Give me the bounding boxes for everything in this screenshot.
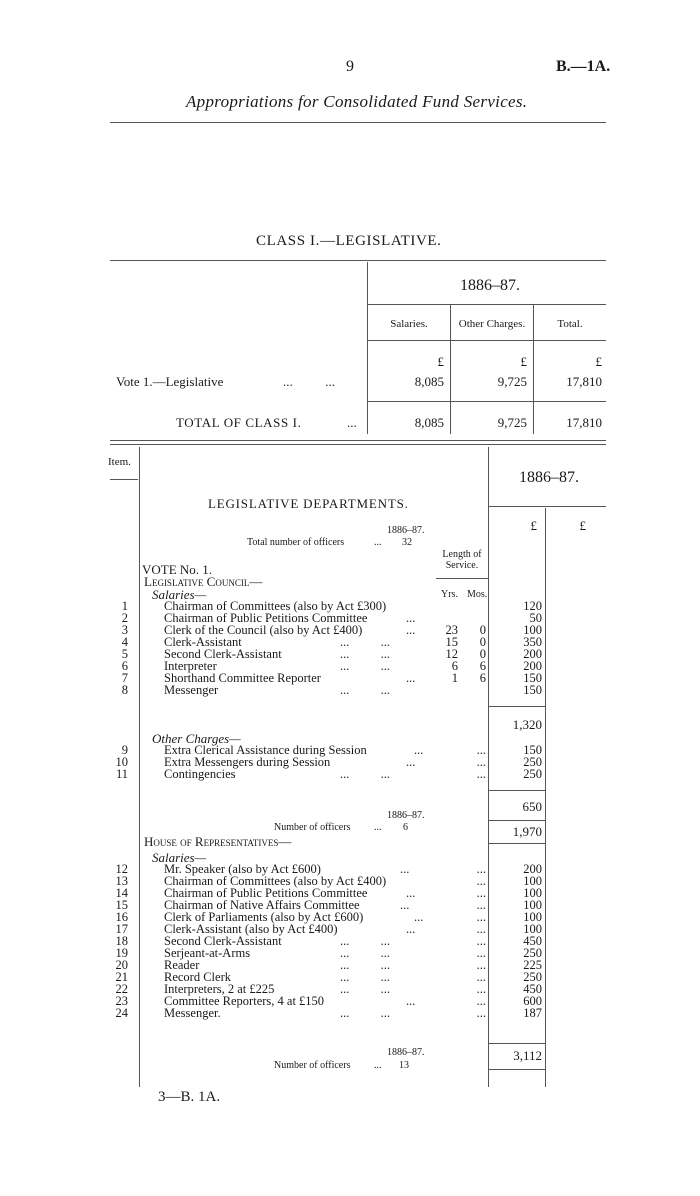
item-label: Reader <box>164 958 200 972</box>
item-length: ... <box>476 910 486 924</box>
total-class-dots: ... <box>347 415 357 430</box>
currency-total: £ <box>595 354 602 369</box>
length-of-service-header: Length of Service. <box>442 549 482 571</box>
item-dots: ... ... <box>340 659 390 673</box>
item-months: 0 <box>479 635 486 649</box>
item-years: 1 <box>451 671 458 685</box>
section-title: LEGISLATIVE DEPARTMENTS. <box>208 496 409 511</box>
house-subtotal-rule <box>489 1043 545 1044</box>
item-dots: ... <box>400 898 410 912</box>
item-years: 12 <box>445 647 458 661</box>
item-number: 16 <box>115 910 128 924</box>
house-salaries-label: Salaries— <box>152 850 207 865</box>
item-amount: 200 <box>523 659 542 673</box>
class-table-divider <box>367 262 368 434</box>
page-title: Appropriations for Consolidated Fund Services. <box>186 92 528 111</box>
item-dots: ... ... <box>340 635 390 649</box>
item-length: ... <box>476 922 486 936</box>
item-dots: ... ... <box>340 958 390 972</box>
officers-2-dots: ... <box>374 822 382 833</box>
total-class-other: 9,725 <box>497 415 527 430</box>
officers-2-label: Number of officers <box>274 822 351 833</box>
item-months: 0 <box>479 623 486 637</box>
council-salaries-label: Salaries— <box>152 587 207 602</box>
item-length: ... <box>476 743 486 757</box>
item-label: Shorthand Committee Reporter <box>164 671 321 685</box>
item-label: Clerk of the Council (also by Act £400) <box>164 623 363 637</box>
item-amount: 600 <box>523 994 542 1008</box>
item-length: ... <box>476 755 486 769</box>
class-columns-rule <box>368 340 606 341</box>
item-amount: 150 <box>523 743 542 757</box>
house-heading: House of Representatives— <box>144 834 292 849</box>
item-dots: ... ... <box>340 683 390 697</box>
detail-currency-1: £ <box>530 518 537 533</box>
item-label: Clerk of Parliaments (also by Act £600) <box>164 910 364 924</box>
item-months: 6 <box>479 671 486 685</box>
item-amount: 450 <box>523 934 542 948</box>
item-number: 20 <box>115 958 128 972</box>
vote-row-label: Vote 1.—Legislative <box>116 374 224 389</box>
item-number: 9 <box>121 743 128 757</box>
item-number: 19 <box>115 946 128 960</box>
council-heading: Legislative Council— <box>144 574 263 589</box>
item-label: Clerk-Assistant (also by Act £400) <box>164 922 338 936</box>
item-dots: ... ... <box>340 970 390 984</box>
item-number: 4 <box>121 635 128 649</box>
item-label: Extra Clerical Assistance during Session <box>164 743 367 757</box>
item-amount: 150 <box>523 671 542 685</box>
item-label: Second Clerk-Assistant <box>164 934 282 948</box>
detail-currency-2: £ <box>579 518 586 533</box>
item-amount: 100 <box>523 623 542 637</box>
item-number: 18 <box>115 934 128 948</box>
item-dots: ... <box>406 611 416 625</box>
col-salaries-header: Salaries. <box>390 318 428 330</box>
list-item <box>0 1007 700 1020</box>
vote-label: VOTE No. 1. <box>142 562 213 577</box>
item-header: Item. <box>108 456 131 468</box>
item-dots: ... ... <box>340 647 390 661</box>
officers-1-year: 1886–87. <box>387 525 425 536</box>
item-dots: ... <box>406 755 416 769</box>
currency-other: £ <box>520 354 527 369</box>
col-other-header: Other Charges. <box>458 318 526 330</box>
item-number: 6 <box>121 659 128 673</box>
officers-3-label: Number of officers <box>274 1060 351 1071</box>
class-heading: CLASS I.—LEGISLATIVE. <box>256 233 442 249</box>
item-label: Extra Messengers during Session <box>164 755 331 769</box>
officers-2-count: 6 <box>403 822 408 833</box>
item-length: ... <box>476 958 486 972</box>
vote-row-total: 17,810 <box>566 374 602 389</box>
item-label: Chairman of Committees (also by Act £300) <box>164 599 387 613</box>
item-number: 2 <box>121 611 128 625</box>
item-amount: 450 <box>523 982 542 996</box>
length-header-rule <box>436 578 488 579</box>
item-amount: 250 <box>523 970 542 984</box>
house-subtotal-rule-bottom <box>489 1069 545 1070</box>
item-number: 3 <box>121 623 128 637</box>
class-table-top-rule <box>110 260 606 261</box>
item-months: 0 <box>479 647 486 661</box>
item-number: 14 <box>115 886 128 900</box>
yrs-header: Yrs. <box>441 589 458 600</box>
class-table-bottom-rule-1 <box>110 440 606 441</box>
item-label: Interpreter <box>164 659 217 673</box>
item-dots: ... ... <box>340 946 390 960</box>
class-table-bottom-rule-2 <box>110 444 606 445</box>
item-length: ... <box>476 898 486 912</box>
subtotal-council-salaries: 1,320 <box>512 717 542 732</box>
officers-3-count: 13 <box>399 1060 409 1071</box>
total-class-total: 17,810 <box>566 415 602 430</box>
item-dots: ... <box>414 743 424 757</box>
item-label: Chairman of Public Petitions Committee <box>164 886 368 900</box>
item-amount: 100 <box>523 910 542 924</box>
officers-3-year: 1886–87. <box>387 1047 425 1058</box>
vote-row-salaries: 8,085 <box>414 374 444 389</box>
item-label: Messenger. <box>164 1006 221 1020</box>
item-length: ... <box>476 982 486 996</box>
item-dots: ... ... <box>340 982 390 996</box>
item-label: Clerk-Assistant <box>164 635 242 649</box>
council-total-rule <box>489 820 545 821</box>
item-amount: 120 <box>523 599 542 613</box>
item-dots: ... ... <box>340 767 390 781</box>
item-number: 10 <box>115 755 128 769</box>
list-item <box>0 768 700 781</box>
item-label: Chairman of Public Petitions Committee <box>164 611 368 625</box>
item-dots: ... <box>406 623 416 637</box>
item-number: 12 <box>115 862 128 876</box>
subtotal-rule-2 <box>489 790 545 791</box>
item-number: 24 <box>115 1006 128 1020</box>
item-number: 13 <box>115 874 128 888</box>
item-years: 6 <box>451 659 458 673</box>
item-dots: ... <box>406 671 416 685</box>
item-number: 23 <box>115 994 128 1008</box>
vote-row-other: 9,725 <box>497 374 527 389</box>
subtotal-other-charges: 650 <box>522 799 542 814</box>
item-amount: 350 <box>523 635 542 649</box>
item-years: 15 <box>445 635 458 649</box>
item-amount: 225 <box>523 958 542 972</box>
item-dots: ... <box>400 862 410 876</box>
total-rule-top <box>368 401 606 402</box>
item-years: 23 <box>445 623 458 637</box>
item-number: 21 <box>115 970 128 984</box>
item-number: 8 <box>121 683 128 697</box>
item-amount: 200 <box>523 647 542 661</box>
list-item <box>0 684 700 697</box>
item-amount: 100 <box>523 886 542 900</box>
item-header-rule <box>110 479 138 480</box>
item-number: 22 <box>115 982 128 996</box>
item-amount: 250 <box>523 946 542 960</box>
item-length: ... <box>476 934 486 948</box>
officers-2-year: 1886–87. <box>387 810 425 821</box>
council-total-rule-bottom <box>489 843 545 844</box>
item-length: ... <box>476 1006 486 1020</box>
item-label: Mr. Speaker (also by Act £600) <box>164 862 321 876</box>
item-number: 11 <box>115 767 128 781</box>
item-length: ... <box>476 874 486 888</box>
item-amount: 200 <box>523 862 542 876</box>
officers-1-dots: ... <box>374 537 382 548</box>
header-rule <box>110 122 606 123</box>
item-amount: 100 <box>523 898 542 912</box>
item-label: Chairman of Native Affairs Committee <box>164 898 360 912</box>
item-dots: ... <box>406 922 416 936</box>
item-amount: 187 <box>523 1006 542 1020</box>
item-label: Serjeant-at-Arms <box>164 946 251 960</box>
item-dots: ... <box>414 910 424 924</box>
item-label: Second Clerk-Assistant <box>164 647 282 661</box>
detail-year-heading: 1886–87. <box>519 469 579 486</box>
item-label: Record Clerk <box>164 970 231 984</box>
col-total-header: Total. <box>557 318 583 330</box>
item-amount: 100 <box>523 922 542 936</box>
vote-row-dots: ... ... <box>283 374 335 389</box>
item-label: Contingencies <box>164 767 236 781</box>
class-year-rule <box>368 304 606 305</box>
item-label: Committee Reporters, 4 at £150 <box>164 994 325 1008</box>
item-length: ... <box>476 886 486 900</box>
detail-year-rule <box>489 506 606 507</box>
item-dots: ... ... <box>340 1006 390 1020</box>
officers-3-dots: ... <box>374 1060 382 1071</box>
mos-header: Mos. <box>467 589 488 600</box>
officers-1-label: Total number of officers <box>247 537 345 548</box>
total-class-label: TOTAL OF CLASS I. <box>176 415 302 430</box>
total-class-salaries: 8,085 <box>414 415 444 430</box>
item-months: 6 <box>479 659 486 673</box>
item-amount: 150 <box>523 683 542 697</box>
officers-1-count: 32 <box>402 537 412 548</box>
item-length: ... <box>476 946 486 960</box>
class-year-heading: 1886–87. <box>460 277 520 294</box>
item-length: ... <box>476 994 486 1008</box>
council-total: 1,970 <box>512 824 542 839</box>
item-number: 17 <box>115 922 128 936</box>
other-charges-label: Other Charges— <box>152 731 241 746</box>
item-amount: 50 <box>529 611 542 625</box>
item-label: Interpreters, 2 at £225 <box>164 982 275 996</box>
subtotal-rule-1 <box>489 706 545 707</box>
item-number: 5 <box>121 647 128 661</box>
item-label: Chairman of Committees (also by Act £400) <box>164 874 387 888</box>
item-amount: 100 <box>523 874 542 888</box>
page-signature: 3—B. 1A. <box>158 1089 221 1105</box>
item-amount: 250 <box>523 767 542 781</box>
item-label: Messenger <box>164 683 219 697</box>
document-ref: B.—1A. <box>556 58 611 75</box>
currency-salaries: £ <box>437 354 444 369</box>
item-dots: ... ... <box>340 934 390 948</box>
item-number: 1 <box>121 599 128 613</box>
page-number: 9 <box>346 58 354 75</box>
item-dots: ... <box>406 886 416 900</box>
item-length: ... <box>476 970 486 984</box>
item-amount: 250 <box>523 755 542 769</box>
item-length: ... <box>476 767 486 781</box>
item-dots: ... <box>406 994 416 1008</box>
item-length: ... <box>476 862 486 876</box>
house-subtotal: 3,112 <box>513 1048 542 1063</box>
item-number: 7 <box>121 671 128 685</box>
item-number: 15 <box>115 898 128 912</box>
